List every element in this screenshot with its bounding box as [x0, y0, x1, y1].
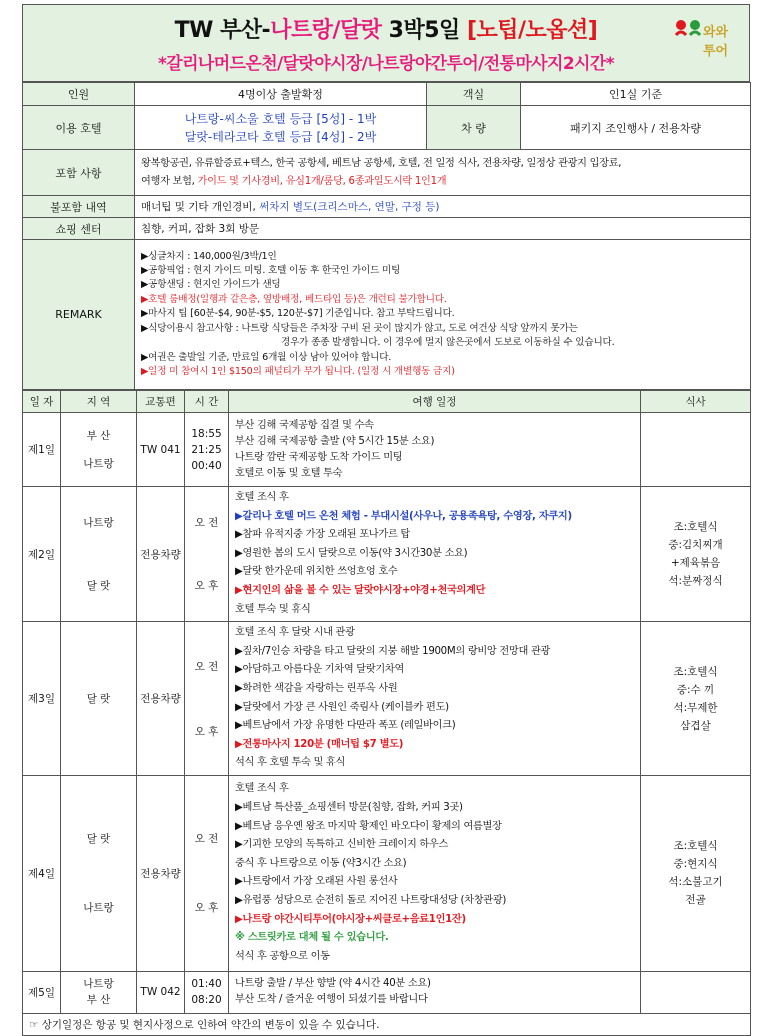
include-line-2b: 가이드 및 기사경비, 유심1개/룸당, 6종과일도시락 1인1개 — [197, 175, 447, 187]
region-item: 달 랏 — [86, 833, 111, 846]
page-title — [23, 13, 749, 44]
time-item: 오 후 — [194, 725, 219, 738]
day-meal — [641, 622, 751, 776]
remark-item: ▶싱글차지 : 140,000원/3박/1인 — [141, 250, 277, 262]
time-item: 08:20 — [191, 994, 222, 1007]
plan-line — [235, 929, 634, 948]
day-label: 제4일 — [23, 775, 61, 971]
day-meal — [641, 775, 751, 971]
col-time: 시 간 — [185, 391, 229, 413]
meal-item: 중:수 끼 — [676, 683, 715, 696]
plan-line: ▶짚차/7인승 차량을 타고 달랏의 지붕 해발 1900M의 랑비앙 전망대 관광 — [235, 645, 551, 657]
plan-line: 중식 후 나트랑으로 이동 (약3시간 소요) — [235, 857, 407, 869]
day-transport: TW 041 — [137, 413, 185, 487]
region-item: 나트랑 — [83, 517, 114, 530]
include-value — [135, 150, 751, 196]
day-row-1 — [23, 413, 751, 487]
meal-item: 조:호텔식 — [673, 665, 718, 678]
meal-item: 조:호텔식 — [673, 521, 718, 534]
day-time — [185, 622, 229, 776]
meal-item: 조:호텔식 — [673, 840, 718, 853]
plan-line — [235, 582, 634, 601]
plan-highlight: ▶나트랑 야간시티투어(야시장+씨클로+음료1인1잔) — [235, 913, 466, 925]
day-plan — [229, 622, 641, 776]
brand-logo — [673, 15, 735, 59]
surcharge-note: 써차지 별도(크리스마스, 연말, 구정 등) — [259, 201, 440, 213]
plan-line: ▶참파 유적지중 가장 오래된 포나가르 탑 — [235, 529, 410, 541]
region-item: 나트랑 — [83, 978, 114, 991]
day-transport: 전용차량 — [137, 775, 185, 971]
day-time — [185, 775, 229, 971]
remark-item: ▶식당이용시 참고사항 : 나트랑 식당들은 주차장 구비 된 곳이 많지가 않고, 도로 여건상 식당 앞까지 못가는 — [141, 322, 578, 334]
meal-item: 중:김치찌개 — [668, 539, 723, 552]
plan-line: 호텔 투숙 및 휴식 — [235, 603, 311, 615]
remark-item: ▶마사지 팁 [60분-$4, 90분-$5, 120분-$7] 기준입니다. 참고 부탁드립니다. — [141, 308, 455, 320]
plan-line: ▶기괴한 모양의 독특하고 신비한 크레이지 하우스 — [235, 839, 449, 851]
time-item: 오 전 — [194, 833, 219, 846]
time-item: 18:55 — [191, 427, 222, 440]
day-label: 제2일 — [23, 487, 61, 622]
meal-item: +제육볶음 — [670, 557, 721, 570]
plan-highlight: ▶전통마사지 120분 (매너팁 $7 별도) — [235, 738, 404, 750]
day-region — [61, 775, 137, 971]
hotel-label: 이용 호텔 — [23, 106, 135, 150]
day-label: 제3일 — [23, 622, 61, 776]
day-region — [61, 971, 137, 1013]
remark-list — [135, 240, 751, 390]
people-value: 4명이상 출발확정 — [135, 83, 427, 106]
hotel-value — [135, 106, 427, 150]
remark-item: ▶공항픽업 : 현지 가이드 미팅. 호텔 이동 후 한국인 가이드 미팅 — [141, 265, 401, 277]
include-line-1: 왕복항공권, 유류할증료+텍스, 한국 공항세, 베트남 공항세, 호텔, 전 일정 식사, 전용차량, 일정상 관광지 입장료, — [141, 157, 622, 169]
region-item: 나트랑 — [83, 457, 114, 470]
title-destination: 나트랑/달랏 — [270, 18, 382, 43]
plan-note: ※ 스트릿카로 대체 될 수 있습니다. — [235, 932, 389, 944]
meal-item: 전골 — [685, 894, 706, 907]
day-row-4 — [23, 775, 751, 971]
time-item: 오 후 — [194, 580, 219, 593]
region-item: 나트랑 — [83, 902, 114, 915]
plan-line: ▶나트랑에서 가장 오래된 사원 롱선사 — [235, 876, 398, 888]
plan-line: 호텔 조식 후 달랏 시내 관광 — [235, 627, 355, 639]
region-item: 부 산 — [86, 994, 111, 1007]
day-row-5 — [23, 971, 751, 1013]
region-item: 달 랏 — [86, 580, 111, 593]
day-time — [185, 971, 229, 1013]
hotel-line-1: 나트랑-씨소울 호텔 등급 [5성] - 1박 — [184, 111, 377, 126]
meal-item: 석:무제한 — [673, 701, 718, 714]
include-line-2a: 여행자 보험, — [141, 175, 198, 187]
shop-value: 침향, 커피, 잡화 3회 방문 — [135, 218, 751, 240]
logo-text: 와와투어 — [703, 25, 729, 59]
itinerary-page — [22, 4, 750, 1031]
room-value: 인1실 기준 — [521, 83, 751, 106]
exclude-label: 불포함 내역 — [23, 196, 135, 218]
meal-item: 삼겹살 — [680, 719, 711, 732]
remark-item: 경우가 종종 발생합니다. 이 경우에 멀지 않은곳에서 도보로 이동하실 수 있습니다. — [281, 337, 615, 349]
time-item: 00:40 — [191, 459, 222, 472]
meal-item: 석:분짜정식 — [668, 575, 723, 588]
plan-highlight: ▶현지인의 삶을 볼 수 있는 달랏야시장+야경+천국의계단 — [235, 584, 486, 596]
time-item: 오 후 — [194, 902, 219, 915]
plan-line: ▶베트남에서 가장 유명한 다딴라 폭포 (레일바이크) — [235, 720, 456, 732]
remark-item: ▶여권은 출발일 기준, 만료일 6개월 이상 남아 있어야 합니다. — [141, 351, 392, 363]
col-transport: 교통편 — [137, 391, 185, 413]
remark-item: ▶일정 미 참여시 1인 $150의 패널티가 부가 됩니다. (일정 시 개별행동 금지) — [141, 365, 455, 377]
vehicle-value: 패키지 조인행사 / 전용차량 — [521, 106, 751, 150]
hotel-line-2: 달랏-테라코타 호텔 등급 [4성] - 2박 — [184, 129, 377, 144]
day-label: 제1일 — [23, 413, 61, 487]
plan-line: 호텔 조식 후 — [235, 492, 289, 503]
day-transport: TW 042 — [137, 971, 185, 1013]
day-meal — [641, 971, 751, 1013]
day-region — [61, 487, 137, 622]
time-item: 오 전 — [194, 517, 219, 530]
plan-line: 호텔로 이동 및 호텔 투숙 — [235, 467, 343, 479]
include-label: 포함 사항 — [23, 150, 135, 196]
title-duration: 3박5일 — [381, 18, 467, 43]
time-item: 21:25 — [191, 443, 222, 456]
plan-line: ▶베트남 특산품_쇼핑센터 방문(침향, 잡화, 커피 3곳) — [235, 802, 463, 814]
day-plan — [229, 413, 641, 487]
day-transport: 전용차량 — [137, 487, 185, 622]
plan-line: ▶달랏에서 가장 큰 사원인 죽림사 (케이블카 편도) — [235, 701, 449, 713]
col-day: 일 자 — [23, 391, 61, 413]
plan-line: ▶아담하고 아름다운 기차역 달랏기차역 — [235, 664, 405, 676]
plan-line: 나트랑 깜란 국제공항 도착 가이드 미팅 — [235, 451, 403, 463]
exclude-value — [135, 196, 751, 218]
day-time — [185, 487, 229, 622]
col-region: 지 역 — [61, 391, 137, 413]
footer-note: ☞ 상기일정은 항공 및 현지사정으로 인하여 약간의 변동이 있을 수 있습니다. — [23, 1013, 751, 1035]
remark-item: ▶공항샌딩 : 현지인 가이드가 샌딩 — [141, 279, 281, 291]
time-item: 01:40 — [191, 978, 222, 991]
exclude-text: 매너팁 및 기타 개인경비, — [141, 201, 260, 213]
plan-line: 부산 김해 국제공항 출발 (약 5시간 15분 소요) — [235, 435, 435, 447]
header-banner — [22, 4, 750, 82]
col-meal: 식사 — [641, 391, 751, 413]
day-row-3 — [23, 622, 751, 776]
people-label: 인원 — [23, 83, 135, 106]
time-item: 오 전 — [194, 660, 219, 673]
title-tag: [노팁/노옵션] — [466, 18, 598, 43]
day-label: 제5일 — [23, 971, 61, 1013]
plan-line: 부산 도착 / 즐거운 여행이 되셨기를 바랍니다 — [235, 994, 428, 1006]
remark-label: REMARK — [23, 240, 135, 390]
plan-line — [235, 508, 634, 527]
plan-line: ▶영원한 봄의 도시 달랏으로 이동(약 3시간30분 소요) — [235, 547, 468, 559]
day-plan — [229, 971, 641, 1013]
day-region — [61, 413, 137, 487]
plan-line — [235, 911, 634, 930]
plan-line: 호텔 조식 후 — [235, 783, 289, 795]
plan-line: 석식 후 공항으로 이동 — [235, 950, 330, 962]
schedule-table — [22, 390, 751, 1036]
day-row-2 — [23, 487, 751, 622]
plan-line: ▶달랏 한가운데 위치한 쓰엉흐엉 호수 — [235, 566, 398, 578]
col-plan: 여행 일정 — [229, 391, 641, 413]
info-table — [22, 82, 751, 390]
remark-item: ▶호텔 룸배정(일행과 같은층, 옆방배정, 베드타입 등)은 개런티 불가합니다. — [141, 293, 447, 305]
day-meal — [641, 413, 751, 487]
region-item: 부 산 — [86, 429, 111, 442]
day-transport: 전용차량 — [137, 622, 185, 776]
title-route: TW 부산- — [174, 18, 271, 43]
plan-line: ▶베트남 응우옌 왕조 마지막 황제인 바오다이 황제의 여름별장 — [235, 820, 502, 832]
day-region: 달 랏 — [61, 622, 137, 776]
day-plan — [229, 775, 641, 971]
page-subtitle: *갈리나머드온천/달랏야시장/나트랑야간투어/전통마사지2시간* — [157, 54, 614, 74]
plan-line: ▶유럽풍 성당으로 순전히 돌로 지어진 나트랑대성당 (차창관광) — [235, 895, 507, 906]
meal-item: 석:소불고기 — [668, 876, 723, 889]
plan-line: 석식 후 호텔 투숙 및 휴식 — [235, 757, 346, 769]
plan-line: 부산 김해 국제공항 집결 및 수속 — [235, 419, 374, 431]
plan-line: ▶화려한 색감을 자랑하는 린푸옥 사원 — [235, 682, 398, 694]
plan-highlight: ▶갈리나 호텔 머드 온천 체험 - 부대시설(사우나, 공용족욕탕, 수영장, 자쿠지) — [235, 510, 572, 522]
meal-item: 중:현지식 — [673, 858, 718, 871]
day-plan — [229, 487, 641, 622]
vehicle-label: 차 량 — [427, 106, 521, 150]
room-label: 객실 — [427, 83, 521, 106]
day-time — [185, 413, 229, 487]
shop-label: 쇼핑 센터 — [23, 218, 135, 240]
plan-line — [235, 736, 634, 755]
day-meal — [641, 487, 751, 622]
plan-line: 나트랑 출발 / 부산 향발 (약 4시간 40분 소요) — [235, 978, 431, 990]
